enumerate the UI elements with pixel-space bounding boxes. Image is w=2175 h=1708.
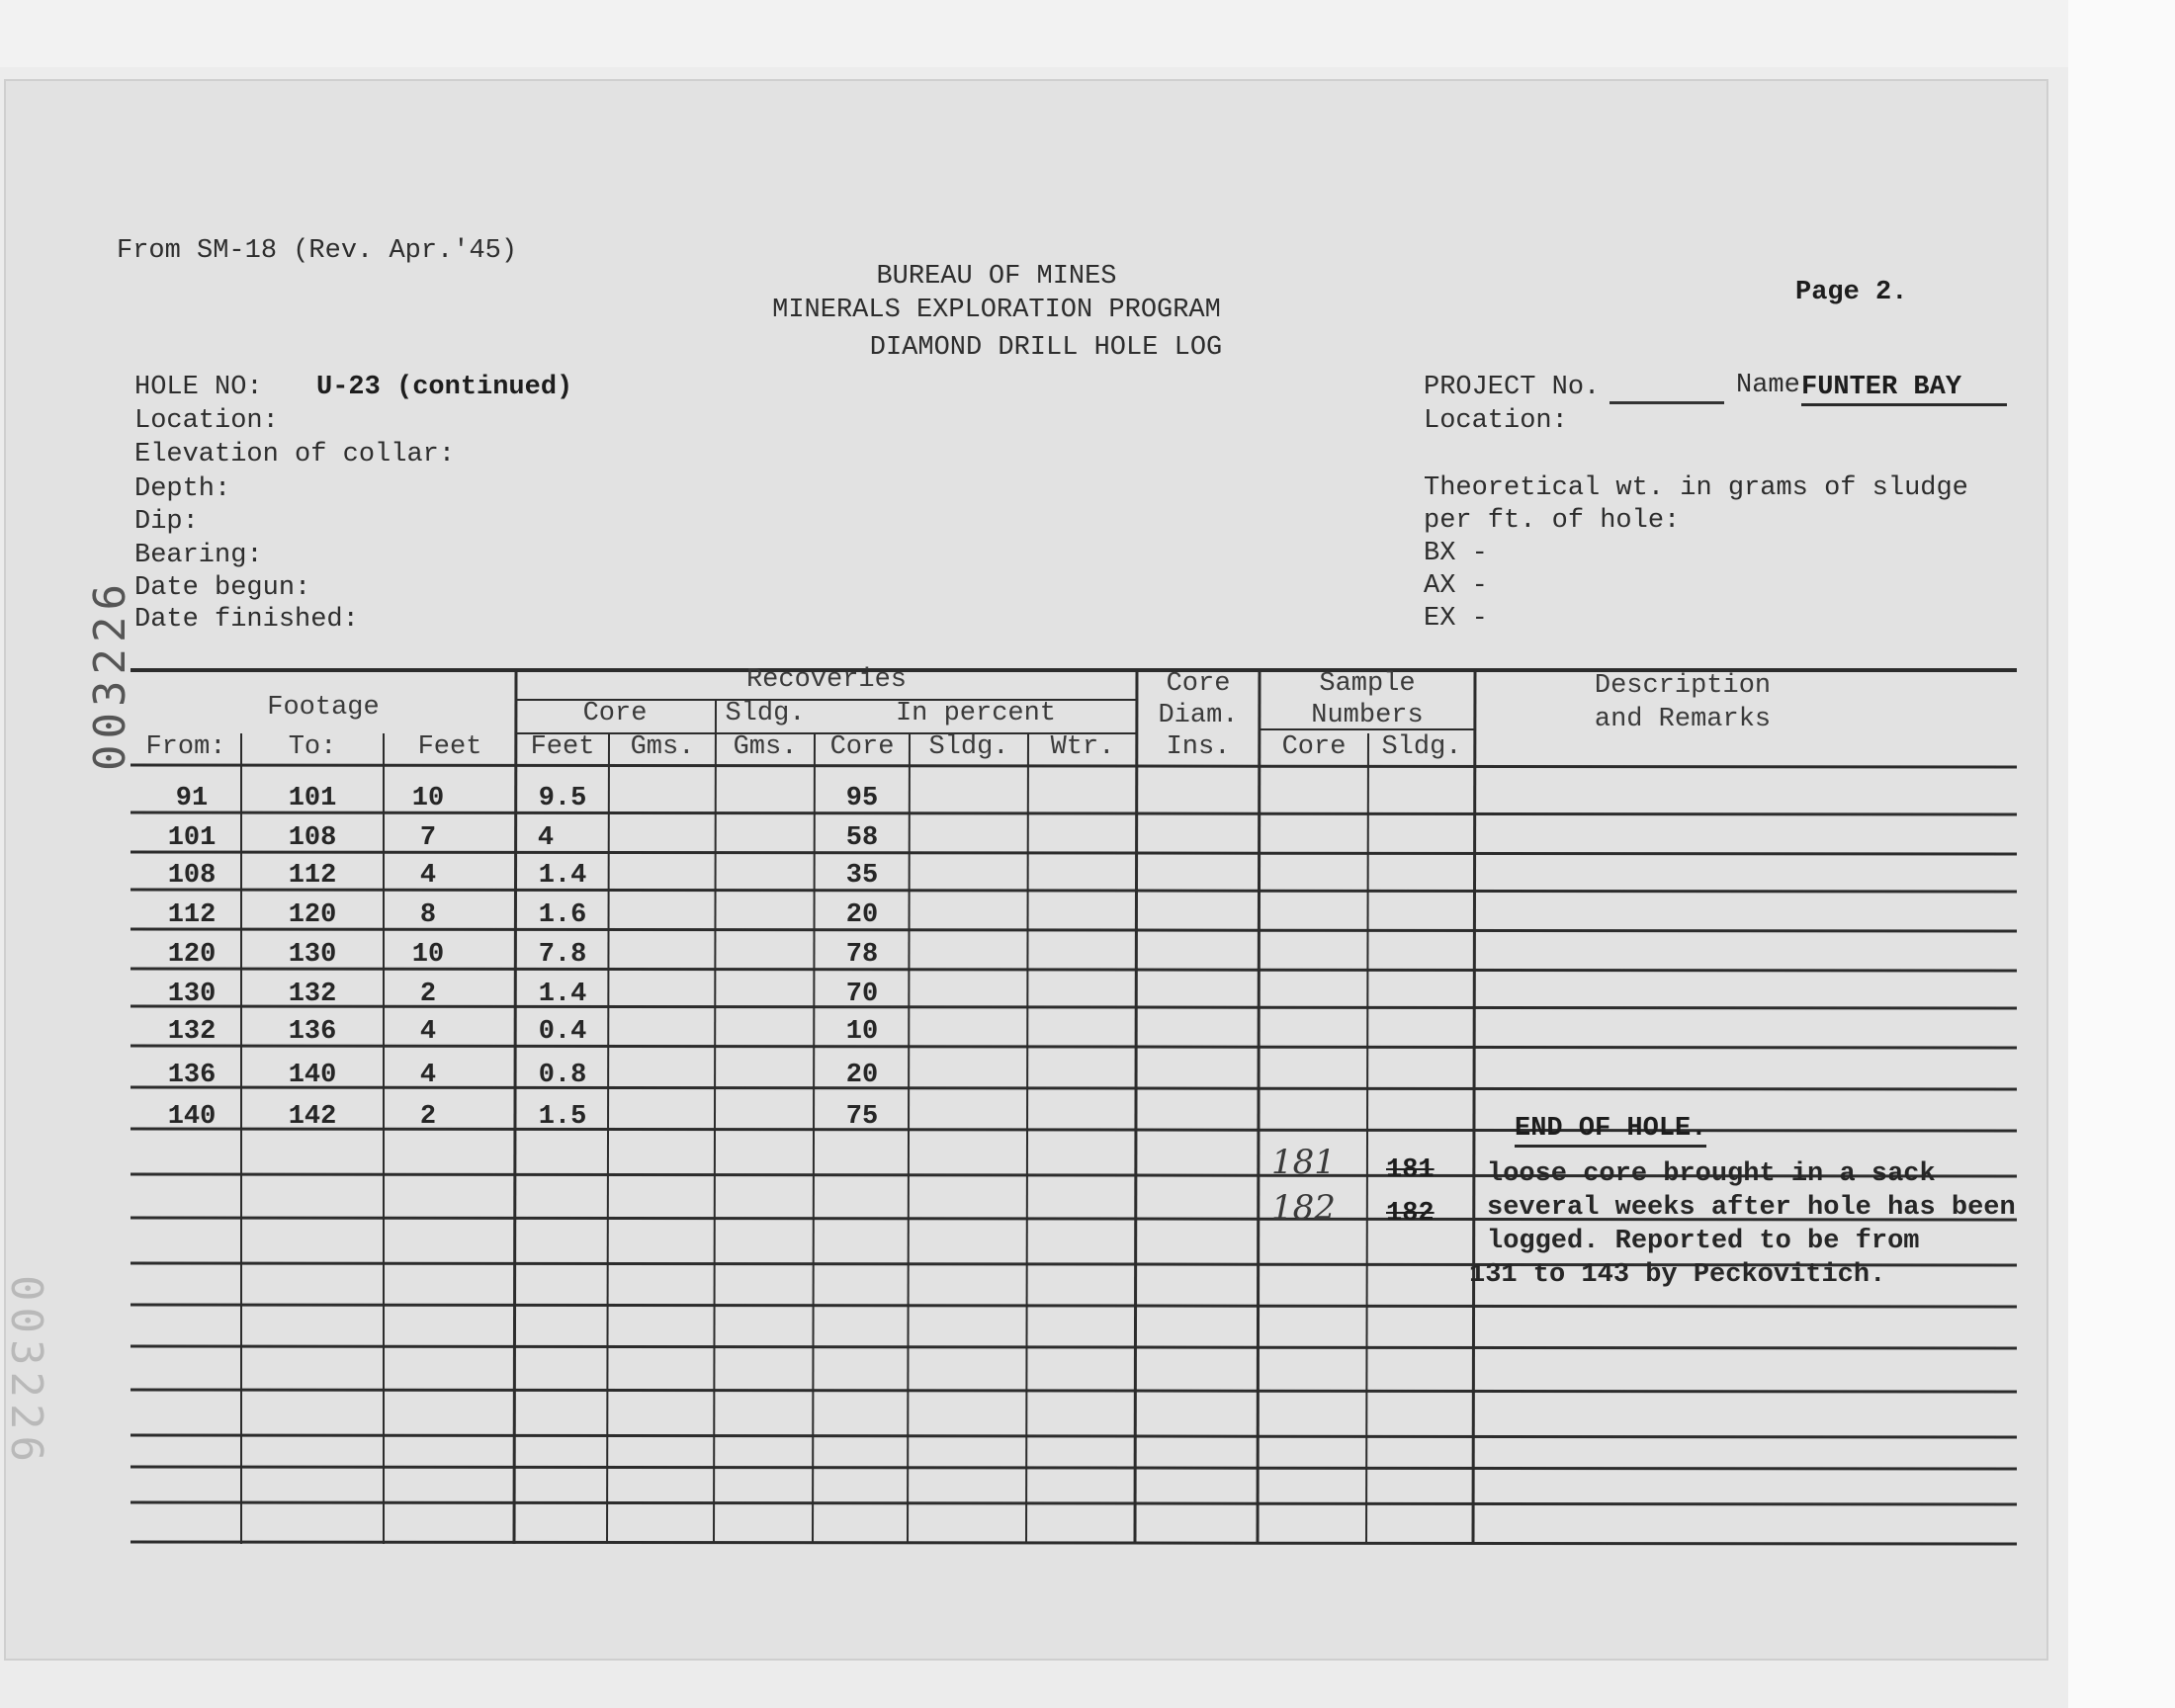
col-diam-ins: Ins. [1166,732,1231,762]
cell-to: 108 [288,823,337,853]
title-line-2: MINERALS EXPLORATION PROGRAM [772,296,1221,325]
cell-to: 136 [288,1017,337,1047]
header-sldg: Sldg. [725,699,806,728]
cell-pct-core: 70 [845,980,879,1009]
col-core-gms: Gms. [630,732,695,762]
sample-core-182: 182 [1271,1188,1336,1228]
header-footage: Footage [267,693,380,723]
title-line-1: BUREAU OF MINES [876,262,1117,292]
name-value: FUNTER BAY [1801,372,2007,406]
cell-from: 108 [167,861,217,891]
depth-label: Depth: [134,474,231,504]
cell-core-feet: 1.6 [538,900,587,930]
cell-feet: 2 [419,1102,437,1132]
cell-feet: 2 [419,980,437,1009]
cell-from: 91 [175,784,209,813]
col-feet: Feet [417,732,482,762]
cell-feet: 4 [419,1061,437,1090]
cell-from: 136 [167,1061,217,1090]
dip-label: Dip: [134,507,199,537]
page-label: Page 2. [1795,278,1908,307]
remark-line-1: loose core brought in a sack [1487,1159,1936,1189]
cell-feet: 10 [411,940,445,970]
header-sample-2: Numbers [1311,701,1424,730]
col-pct-wtr: Wtr. [1050,732,1115,762]
cell-to: 101 [288,784,337,813]
project-location-label: Location: [1424,406,1568,436]
col-core-feet: Feet [530,732,595,762]
date-begun-label: Date begun: [134,573,311,603]
col-sample-core: Core [1281,732,1347,762]
remark-line-4: 131 to 143 by Peckovitich. [1469,1260,1886,1290]
header-core: Core [582,699,648,728]
sludge-ex: EX - [1424,604,1488,634]
cell-core-feet: 0.4 [538,1017,587,1047]
cell-pct-core: 95 [845,784,879,813]
sludge-line-1: Theoretical wt. in grams of sludge [1424,473,1968,503]
remark-line-2: several weeks after hole has been [1487,1193,2016,1223]
scanner-background-top [0,0,2068,67]
cell-feet: 4 [419,1017,437,1047]
col-to: To: [288,732,337,762]
end-of-hole-label: END OF HOLE. [1515,1113,1706,1148]
elevation-label: Elevation of collar: [134,440,456,470]
cell-core-feet: 7.8 [538,940,587,970]
cell-pct-core: 78 [845,940,879,970]
sludge-bx: BX - [1424,539,1488,568]
document-stamp-number: 003226 [85,578,135,771]
sludge-ax: AX - [1424,571,1488,601]
cell-pct-core: 35 [845,861,879,891]
title-line-3: DIAMOND DRILL HOLE LOG [869,333,1223,363]
cell-to: 132 [288,980,337,1009]
cell-from: 140 [167,1102,217,1132]
header-core-diam-1: Core [1166,669,1231,699]
col-pct-sldg: Sldg. [928,732,1009,762]
cell-pct-core: 75 [845,1102,879,1132]
location-label: Location: [134,406,279,436]
bleed-through-number: 003226 [1,1275,51,1468]
log-sheet [1,79,2048,1661]
date-finished-label: Date finished: [134,605,359,635]
header-in-percent: In percent [895,699,1057,728]
cell-core-feet: 1.4 [538,980,587,1009]
cell-pct-core: 10 [845,1017,879,1047]
header-desc-2: and Remarks [1594,705,1772,734]
bearing-label: Bearing: [134,541,263,570]
hole-no-value: U-23 (continued) [316,373,573,402]
cell-from: 130 [167,980,217,1009]
cell-pct-core: 58 [845,823,879,853]
sample-core-181: 181 [1271,1143,1336,1182]
project-no-label: PROJECT No. [1424,373,1601,402]
cell-to: 112 [288,861,337,891]
sample-sldg-181-struck: 181 [1386,1155,1435,1185]
cell-core-feet: 1.5 [538,1102,587,1132]
sample-sldg-182-struck: 182 [1386,1199,1435,1229]
cell-feet: 7 [419,823,437,853]
cell-feet: 10 [411,784,445,813]
col-sldg-gms: Gms. [733,732,798,762]
cell-feet: 4 [419,861,437,891]
cell-to: 130 [288,940,337,970]
hole-no-label: HOLE NO: [134,373,263,402]
cell-core-feet: 1.4 [538,861,587,891]
cell-pct-core: 20 [845,1061,879,1090]
cell-from: 120 [167,940,217,970]
cell-to: 120 [288,900,337,930]
cell-pct-core: 20 [845,900,879,930]
cell-from: 112 [167,900,217,930]
cell-from: 101 [167,823,217,853]
cell-to: 142 [288,1102,337,1132]
cell-feet: 8 [419,900,437,930]
header-recoveries: Recoveries [745,665,908,695]
form-id: From SM-18 (Rev. Apr.'45) [117,236,518,266]
name-label: Name [1736,371,1800,400]
cell-core-feet: 0.8 [538,1061,587,1090]
remark-line-3: logged. Reported to be from [1487,1227,1920,1256]
col-from: From: [145,732,226,762]
col-sample-sldg: Sldg. [1381,732,1462,762]
cell-to: 140 [288,1061,337,1090]
sludge-line-2: per ft. of hole: [1424,506,1681,536]
scanner-background-right [2068,0,2175,1708]
cell-from: 132 [167,1017,217,1047]
cell-core-feet: 9.5 [538,784,587,813]
header-desc-1: Description [1594,671,1772,701]
col-pct-core: Core [829,732,895,762]
header-sample-1: Sample [1319,669,1416,699]
cell-core-feet: 4 [537,823,555,853]
header-core-diam-2: Diam. [1158,701,1239,730]
